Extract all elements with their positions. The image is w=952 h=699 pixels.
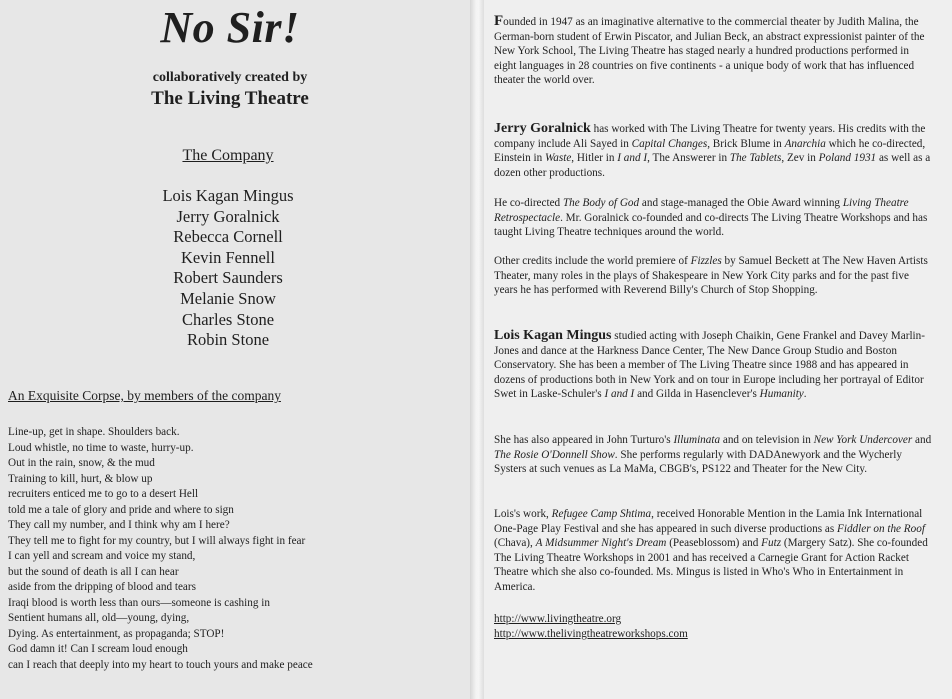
bio-name-lois: Lois Kagan Mingus (494, 328, 612, 343)
poem-line: but the sound of death is all I can hear (8, 565, 179, 578)
lois-bio-p3: Lois's work, Refugee Camp Shtima, received Honorable Mention in the Lamia Ink International One-Page Play Festival and she has appeared in such diverse productions as Fiddler on the Roof (Chava), A Midsummer Night's Dream (Peaseblossom) and Futz (Margery Satz). She co-founded The Living Theatre Workshops in 2001 and has received a Carnegie Grant for Action Racket Theatre which she also co-founded. Ms. Mingus is listed in Who's Who in Entertainment in America. (494, 508, 928, 593)
program-title: No Sir! (160, 3, 300, 52)
link-living-theatre[interactable]: http://www.livingtheatre.org (494, 613, 622, 625)
poem-line: told me a tale of glory and pride and where to sign (8, 503, 234, 516)
poem-line: God damn it! Can I scream loud enough (8, 643, 188, 655)
left-page (0, 0, 470, 699)
poem-line: recruiters enticed me to go to a desert Hell (8, 488, 199, 500)
corpse-heading: An Exquisite Corpse, by members of the company (8, 388, 281, 403)
bio-name-jerry: Jerry Goralnick (494, 121, 591, 136)
jerry-bio-p2: He co-directed The Body of God and stage-managed the Obie Award winning Living Theatre Retrospectacle. Mr. Goralnick co-founded and co-directs The Living Theatre Workshops and has taught Living Theatre techniques around the world. (494, 197, 928, 239)
member-name: Robert Saunders (173, 268, 283, 288)
member-name: Lois Kagan Mingus (162, 186, 294, 205)
poem-line: Loud whistle, no time to waste, hurry-up. (8, 441, 194, 454)
theatre-name: The Living Theatre (151, 88, 309, 109)
poem-line: Sentient humans all, old—young, dying, (8, 612, 190, 624)
poem-line: can I reach that deeply into my heart to touch yours and make peace (8, 658, 313, 671)
collab-line: collaboratively created by (152, 70, 308, 85)
poem-line: Line-up, get in shape. Shoulders back. (8, 426, 180, 438)
poem (8, 425, 313, 673)
member-list (0, 186, 456, 351)
poem-line: Dying. As entertainment, as propaganda; STOP! (8, 627, 225, 640)
poem-line: I can yell and scream and voice my stand, (8, 550, 196, 562)
lois-bio-p1: Lois Kagan Mingus studied acting with Joseph Chaikin, Gene Frankel and Davey Marlin-Jones and dance at the Harkness Dance Center, The New Dance Group Studio and Boston Conservatory. She has been a member of The Living Theatre since 1988 and has appeared in dozens of productions both in New York and on tour in Europe including her portrayal of Editor Swet in Laske-Schuler's I and I and Gilda in Hasenclever's Humanity. (494, 328, 925, 401)
member-name: Kevin Fennell (181, 247, 275, 267)
lois-bio-p2: She has also appeared in John Turturo's Illuminata and on television in New York Undercover and The Rosie O'Donnell Show. She performs regularly with DADAnewyork and the Wycherly Systers at such venues as La MaMa, CBGB's, PS122 and Theater for the New City. (494, 434, 932, 476)
link-workshops[interactable]: http://www.thelivingtheatreworkshops.com (494, 628, 688, 640)
page-gutter (470, 0, 484, 699)
poem-line: Iraqi blood is worth less than ours—someone is cashing in (8, 596, 270, 609)
member-name: Jerry Goralnick (176, 206, 280, 226)
intro-paragraph: Founded in 1947 as an imaginative alternative to the commercial theater by Judith Malina, the German-born student of Erwin Piscator, and Julian Beck, an abstract expressionist painter of the New York School, The Living Theatre has staged nearly a hundred productions performed in eight languages in 28 countries on five continents - a unique body of work that has influenced theater the world over. (494, 13, 925, 87)
right-page (484, 0, 952, 699)
poem-line: They call my number, and I think why am I here? (8, 519, 230, 531)
link-list (494, 612, 688, 642)
poem-line: aside from the dripping of blood and tears (8, 581, 196, 593)
member-name: Robin Stone (186, 330, 270, 350)
jerry-bio-p3: Other credits include the world premiere of Fizzles by Samuel Beckett at The New Haven Artists Theater, many roles in the plays of Shakespeare in New York City parks and for the past five years he has performed with Reverend Billy's Church of Stop Shopping. (494, 255, 928, 297)
member-name: Rebecca Cornell (173, 227, 283, 247)
member-name: Charles Stone (181, 309, 275, 329)
member-name: Melanie Snow (180, 288, 276, 308)
poem-line: They tell me to fight for my country, but I will always fight in fear (8, 534, 306, 547)
poem-line: Out in the rain, snow, & the mud (8, 457, 155, 469)
jerry-bio-p1: Jerry Goralnick has worked with The Living Theatre for twenty years. His credits with the company include Ali Sayed in Capital Changes, Brick Blume in Anarchia which he co-directed, Einstein in Waste, Hitler in I and I, The Answerer in The Tablets, Zev in Poland 1931 as well as a dozen other productions. (494, 121, 931, 179)
dropcap: F (494, 13, 504, 29)
poem-line: Training to kill, hurt, & blow up (8, 472, 153, 485)
company-heading: The Company (182, 147, 274, 164)
